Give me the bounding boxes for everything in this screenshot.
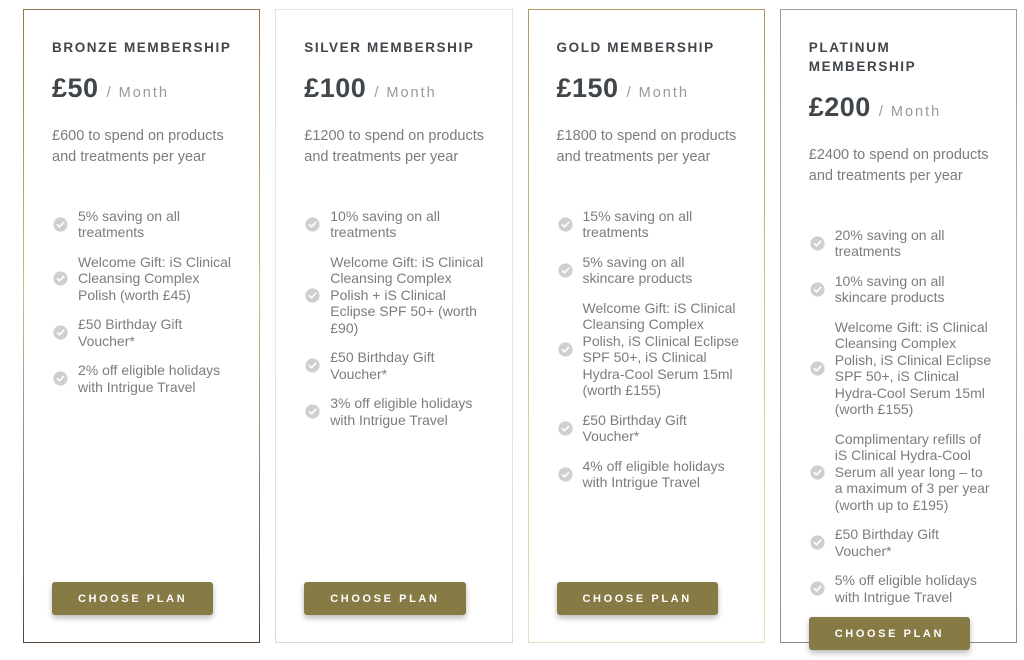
plan-period: / Month (878, 103, 942, 120)
feature-text: Welcome Gift: iS Clinical Cleansing Complex Polish, iS Clinical Eclipse SPF 50+, iS Clinical Hydra-Cool Serum 15ml (worth £155) (834, 318, 992, 418)
check-badge-icon (304, 403, 321, 420)
plan-period: / Month (626, 84, 689, 101)
plan-feature-item (809, 572, 992, 605)
choose-plan-button-silver[interactable]: CHOOSE PLAN (304, 582, 465, 615)
feature-text: 10% saving on all treatments (330, 207, 440, 241)
plan-description: £600 to spend on products and treatments per year (52, 127, 224, 165)
check-badge-icon (52, 370, 69, 387)
plan-title: BRONZE MEMBERSHIP (52, 40, 232, 55)
plan-feature-item (809, 431, 992, 514)
plan-feature-list (557, 208, 740, 491)
plan-feature-item (304, 254, 487, 337)
plan-title: GOLD MEMBERSHIP (556, 40, 715, 55)
plan-price-row (52, 73, 235, 104)
check-badge-icon (304, 287, 321, 304)
feature-text: 3% off eligible holidays with Intrigue Travel (330, 395, 473, 428)
plan-feature-item (809, 526, 992, 559)
feature-text: 20% saving on all treatments (834, 226, 945, 260)
plan-description: £1800 to spend on products and treatments per year (556, 127, 737, 165)
plan-price: £50 (52, 72, 99, 103)
plan-feature-list (809, 227, 992, 606)
plan-card-platinum (780, 9, 1017, 643)
check-badge-icon (809, 534, 826, 551)
check-badge-icon (557, 420, 574, 437)
plan-title: PLATINUM MEMBERSHIP (808, 40, 917, 74)
feature-text: £50 Birthday Gift Voucher* (834, 526, 940, 559)
plan-feature-item (557, 412, 740, 445)
plan-feature-item (52, 208, 235, 241)
feature-text: 2% off eligible holidays with Intrigue Travel (78, 362, 221, 395)
check-badge-icon (557, 341, 574, 358)
plan-feature-item (809, 319, 992, 418)
plan-feature-item (304, 395, 487, 428)
plan-price-row (557, 73, 740, 104)
plan-feature-item (52, 362, 235, 395)
plan-feature-item (809, 227, 992, 260)
plan-price: £150 (556, 72, 619, 103)
check-badge-icon (52, 270, 69, 287)
check-badge-icon (809, 580, 826, 597)
feature-text: Welcome Gift: iS Clinical Cleansing Complex Polish, iS Clinical Eclipse SPF 50+, iS Clinical Hydra-Cool Serum 15ml (worth £155) (582, 299, 739, 399)
feature-text: Complimentary refills of iS Clinical Hydra-Cool Serum all year long – to a maximum of 3 per year (worth up to £195) (834, 430, 990, 513)
plan-description: £2400 to spend on products and treatments per year (808, 146, 989, 184)
plan-price-row (304, 73, 487, 104)
plan-card-bronze (23, 9, 260, 643)
feature-text: 10% saving on all skincare products (834, 272, 945, 306)
plan-feature-list (304, 208, 487, 429)
plan-feature-item (557, 208, 740, 241)
check-badge-icon (557, 466, 574, 483)
feature-text: Welcome Gift: iS Clinical Cleansing Complex Polish + iS Clinical Eclipse SPF 50+ (worth £90) (330, 253, 484, 336)
plan-description: £1200 to spend on products and treatments per year (304, 127, 485, 165)
plan-period: / Month (374, 84, 437, 101)
check-badge-icon (52, 324, 69, 341)
plan-card-gold (528, 9, 765, 643)
check-badge-icon (809, 360, 826, 377)
plan-card-silver (275, 9, 512, 643)
feature-text: 5% saving on all treatments (78, 207, 180, 241)
plan-title: SILVER MEMBERSHIP (304, 40, 475, 55)
check-badge-icon (304, 216, 321, 233)
feature-text: £50 Birthday Gift Voucher* (78, 316, 183, 349)
plan-price: £100 (304, 72, 367, 103)
plan-period: / Month (106, 84, 169, 101)
choose-plan-button-platinum[interactable]: CHOOSE PLAN (809, 617, 970, 650)
check-badge-icon (557, 262, 574, 279)
plan-price: £200 (808, 91, 871, 122)
check-badge-icon (557, 216, 574, 233)
plan-feature-list (52, 208, 235, 396)
feature-text: £50 Birthday Gift Voucher* (330, 349, 435, 382)
plan-feature-item (557, 254, 740, 287)
check-badge-icon (809, 464, 826, 481)
plan-feature-item (52, 316, 235, 349)
plan-feature-item (304, 349, 487, 382)
check-badge-icon (809, 235, 826, 252)
feature-text: 15% saving on all treatments (582, 207, 693, 241)
feature-text: Welcome Gift: iS Clinical Cleansing Complex Polish (worth £45) (78, 253, 232, 303)
check-badge-icon (52, 216, 69, 233)
choose-plan-button-bronze[interactable]: CHOOSE PLAN (52, 582, 213, 615)
plan-feature-item (52, 254, 235, 304)
plan-feature-item (557, 458, 740, 491)
plan-feature-item (557, 300, 740, 399)
feature-text: 5% off eligible holidays with Intrigue Travel (834, 572, 977, 605)
plan-feature-item (304, 208, 487, 241)
check-badge-icon (809, 281, 826, 298)
feature-text: 5% saving on all skincare products (582, 253, 693, 287)
feature-text: 4% off eligible holidays with Intrigue Travel (582, 457, 725, 491)
choose-plan-button-gold[interactable]: CHOOSE PLAN (557, 582, 718, 615)
plan-feature-item (809, 273, 992, 306)
plan-price-row (809, 92, 992, 123)
feature-text: £50 Birthday Gift Voucher* (582, 411, 687, 445)
check-badge-icon (304, 357, 321, 374)
